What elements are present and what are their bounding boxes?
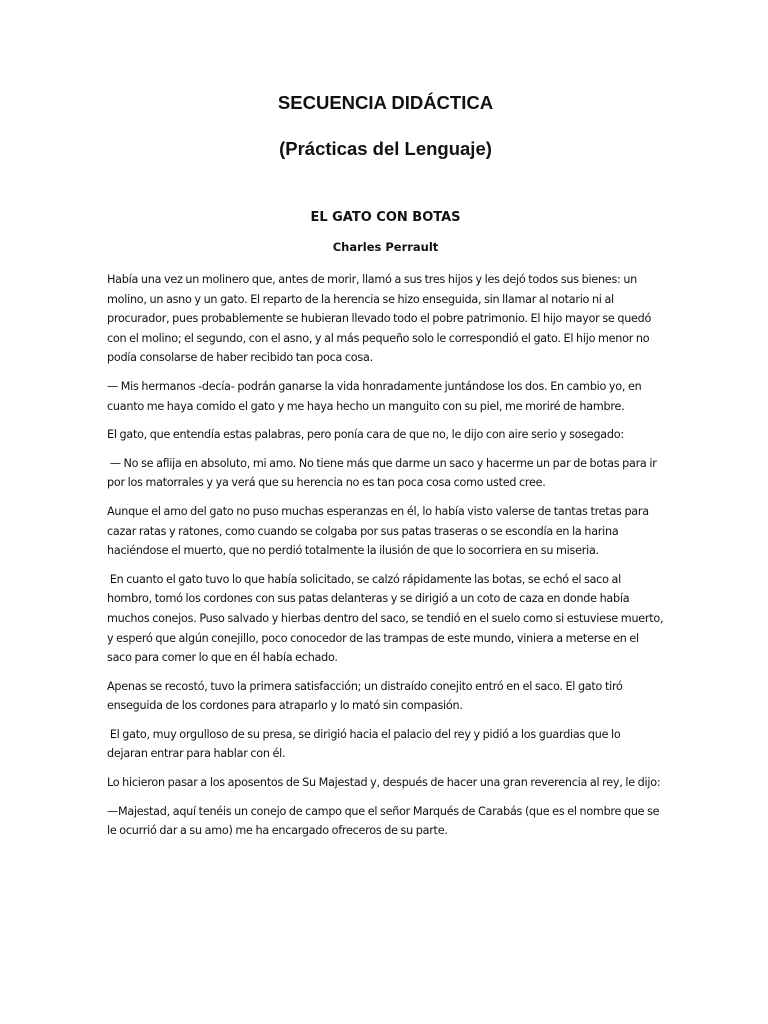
document-title: SECUENCIA DIDÁCTICA — [277, 92, 494, 113]
story-author: Charles Perrault — [332, 240, 439, 254]
paragraph: El gato, que entendía estas palabras, pero ponía cara de que no, le dijo con aire serio y sosegado: — [107, 428, 624, 442]
paragraph: —Majestad, aquí tenéis un conejo de campo que el señor Marqués de Carabás (que es el nombre que se le ocurrió dar a su amo) me ha encargado ofreceros de su parte. — [107, 804, 663, 838]
document-subtitle: (Prácticas del Lenguaje) — [279, 138, 492, 159]
paragraph: — No se aflija en absoluto, mi amo. No tiene más que darme un saco y hacerme un par de botas para ir por los matorrales y ya verá que su herencia no es tan poca cosa como usted cree. — [107, 456, 660, 490]
paragraph: Apenas se recostó, tuvo la primera satisfacción; un distraído conejito entró en el saco. El gato tiró enseguida de los cordones para atraparlo y lo mató sin compasión. — [107, 679, 626, 713]
paragraph: El gato, muy orgulloso de su presa, se dirigió hacia el palacio del rey y pidió a los guardias que lo dejaran entrar para hablar con él. — [107, 727, 624, 761]
paragraph: — Mis hermanos -decía- podrán ganarse la vida honradamente juntándose los dos. En cambio yo, en cuanto me haya comido el gato y me haya hecho un manguito con su piel, me moriré de hambre. — [107, 379, 645, 413]
paragraph: Había una vez un molinero que, antes de morir, llamó a sus tres hijos y les dejó todos sus bienes: un molino, un asno y un gato. El reparto de la herencia se hizo enseguida, sin llamar al notario ni al procurador, pues probablemente se hubieran llevado todo el pobre patrimonio. El hijo mayor se quedó con el molino; el segundo, con el asno, y al más pequeño solo le correspondió el gato. El hijo menor no podía consolarse de haber recibido tan poca cosa. — [107, 273, 654, 365]
story-body — [107, 270, 667, 841]
paragraph: Lo hicieron pasar a los aposentos de Su Majestad y, después de hacer una gran reverencia al rey, le dijo: — [107, 776, 661, 790]
paragraph: Aunque el amo del gato no puso muchas esperanzas en él, lo había visto valerse de tantas tretas para cazar ratas y ratones, como cuando se colgaba por sus patas traseras o se escondía en la harina haciéndose el muerto, que no perdió totalmente la ilusión de que lo socorriera en su miseria. — [107, 504, 652, 558]
paragraph: En cuanto el gato tuvo lo que había solicitado, se calzó rápidamente las botas, se echó el saco al hombro, tomó los cordones con sus patas delanteras y se dirigió a un coto de caza en donde había muchos conejos. Puso salvado y hierbas dentro del saco, se tendió en el suelo como si estuviese muerto, y esperó que algún conejillo, poco conocedor de las trampas de este mundo, viniera a meterse en el saco para comer lo que en él había echado. — [107, 572, 667, 665]
story-title: EL GATO CON BOTAS — [310, 210, 461, 225]
